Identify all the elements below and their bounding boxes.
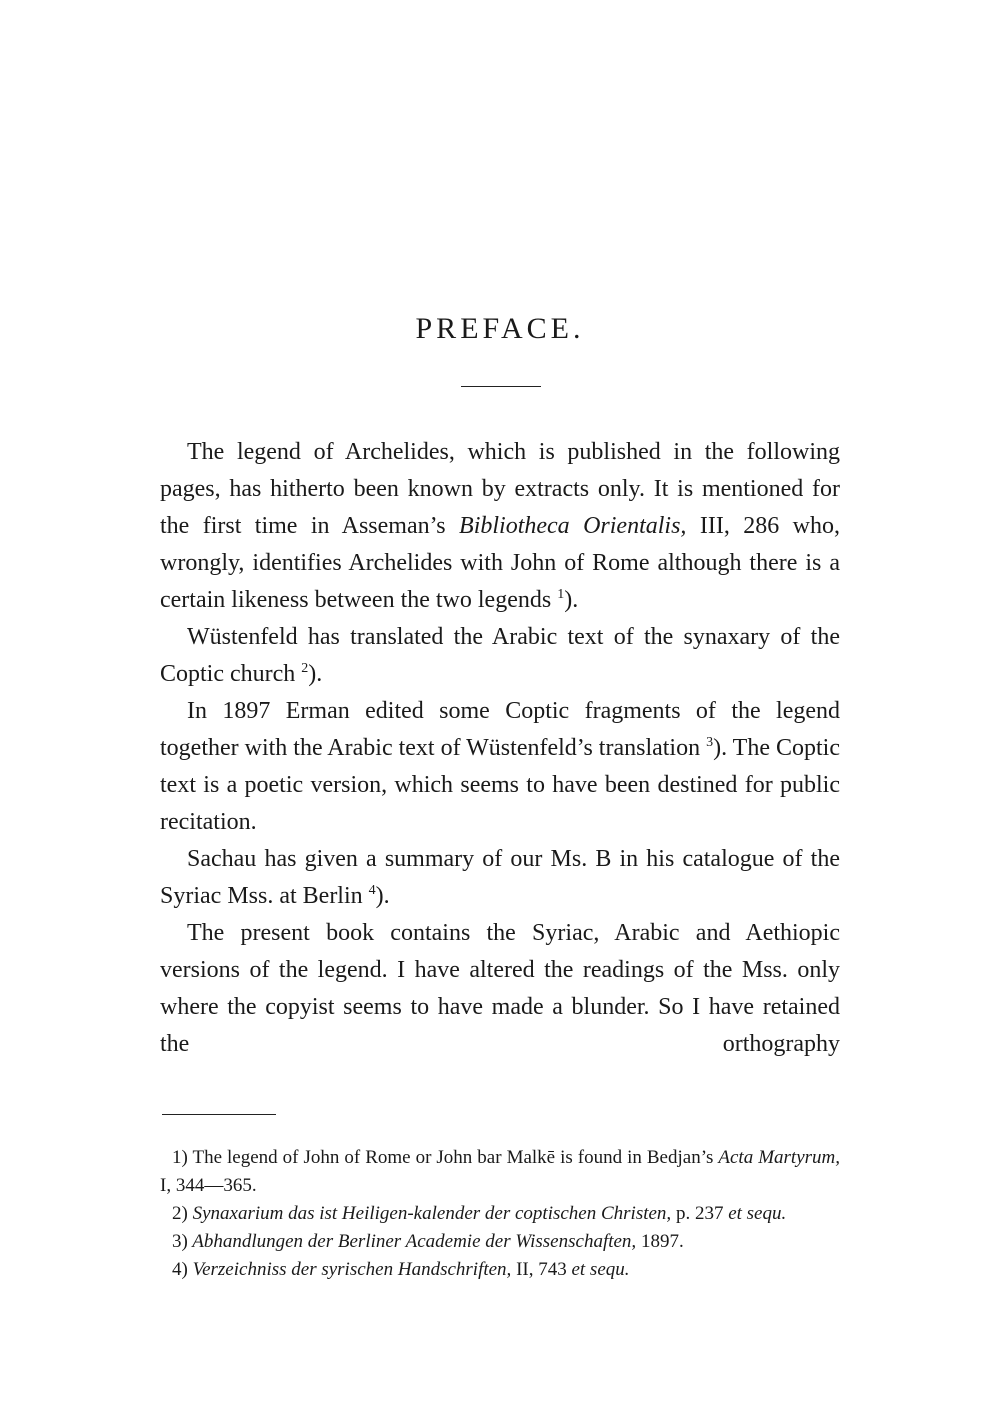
- footnote-2: 2) Synaxarium das ist Heiligen-kalender der coptischen Christen, p. 237 et sequ.: [172, 1203, 787, 1224]
- preface-body: [160, 434, 840, 1063]
- title-rule-divider: [461, 386, 541, 387]
- page-title: PREFACE.: [415, 312, 585, 345]
- paragraph-2: Wüstenfeld has translated the Arabic text of the synaxary of the Coptic church $^2$).: [160, 624, 840, 687]
- paragraph-5: The present book contains the Syriac, Arabic and Aethiopic versions of the legend. I have altered the readings of the Mss. only where the copyist seems to have made a blunder. So I have retained the orthography: [160, 920, 840, 1057]
- footnote-ref-4: 4: [368, 883, 376, 898]
- footnote-1: 1) The legend of John of Rome or John bar Malkē is found in Bedjan’s Acta Martyrum, I, 344—365.: [160, 1147, 840, 1196]
- footnote-ref-3: 3: [706, 735, 714, 750]
- paragraph-3: In 1897 Erman edited some Coptic fragments of the legend together with the Arabic text of Wüstenfeld’s translation $^3$). The Coptic text is a poetic version, which seems to have been destined for public recitation.: [160, 698, 840, 835]
- paragraph-1: The legend of Archelides, which is published in the following pages, has hitherto been known by extracts only. It is mentioned for the first time in Asseman’s Bibliotheca Orientalis, III, 286 who, wrongly, identifies Archelides with John of Rome although there is a certain likeness between the two legends $^1$).: [160, 439, 840, 613]
- footnote-ref-2: 2: [301, 661, 309, 676]
- footnotes: [160, 1144, 840, 1284]
- footnote-3: 3) Abhandlungen der Berliner Academie der Wissenschaften, 1897.: [172, 1231, 684, 1252]
- footnote-4: 4) Verzeichniss der syrischen Handschriften, II, 743 et sequ.: [172, 1259, 630, 1280]
- footnote-ref-1: 1: [557, 587, 565, 602]
- book-page: [160, 0, 840, 1419]
- footnotes-rule-divider: [162, 1114, 276, 1115]
- paragraph-4: Sachau has given a summary of our Ms. B in his catalogue of the Syriac Mss. at Berlin $^4$).: [160, 846, 840, 909]
